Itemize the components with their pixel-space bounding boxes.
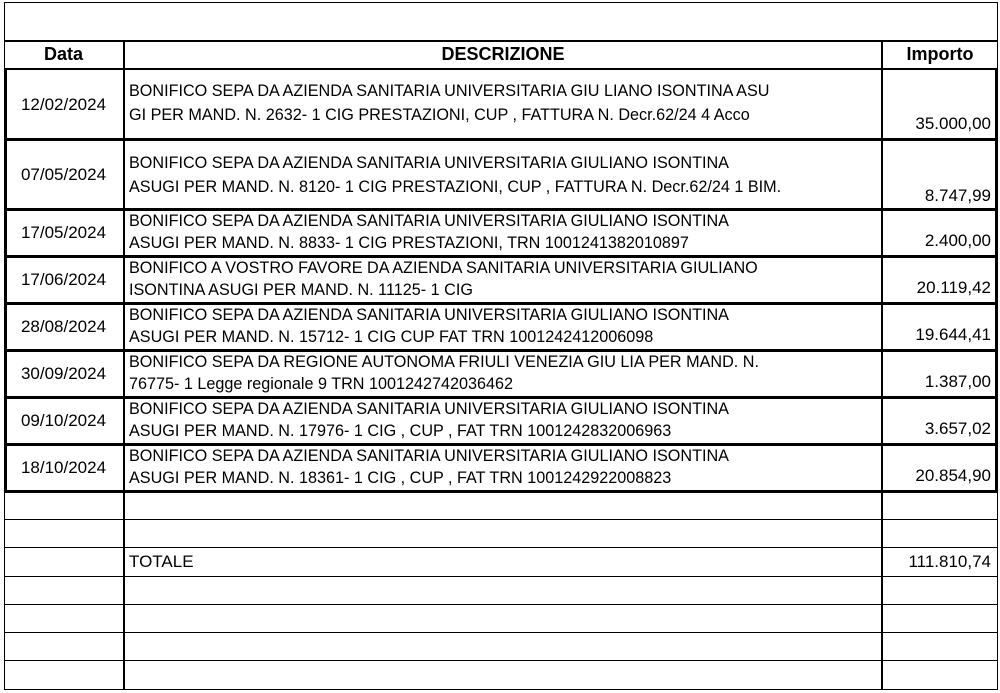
row-date: 30/09/2024 [20,364,107,383]
row-desc-line1: BONIFICO SEPA DA AZIENDA SANITARIA UNIVERSITARIA GIU LIANO ISONTINA ASU [129,82,770,100]
row-desc-line1: BONIFICO SEPA DA AZIENDA SANITARIA UNIVERSITARIA GIULIANO ISONTINA [129,400,729,418]
row-desc-line2: GI PER MAND. N. 2632- 1 CIG PRESTAZIONI, CUP , FATTURA N. Decr.62/24 4 Acco [129,106,750,124]
row-desc-line2: ASUGI PER MAND. N. 8120- 1 CIG PRESTAZIONI, CUP , FATTURA N. Decr.62/24 1 BIM. [129,178,782,196]
frame-bottom [4,689,998,690]
empty-row-line [4,660,998,661]
empty-row-line [4,632,998,633]
row-desc-line2: ASUGI PER MAND. N. 15712- 1 CIG CUP FAT TRN 1001242412006098 [129,328,654,346]
row-date: 18/10/2024 [20,458,107,477]
row-desc-line1: BONIFICO SEPA DA AZIENDA SANITARIA UNIVERSITARIA GIULIANO ISONTINA [129,212,729,230]
row-desc-line2: ASUGI PER MAND. N. 8833- 1 CIG PRESTAZIONI, TRN 1001241382010897 [129,234,689,252]
header-amount: Importo [906,44,974,64]
row-amount: 19.644,41 [915,325,991,344]
row-date: 07/05/2024 [20,165,107,184]
row-desc-line2: ASUGI PER MAND. N. 17976- 1 CIG , CUP , FAT TRN 1001242832006963 [129,422,672,440]
row-amount: 35.000,00 [915,114,991,133]
row-desc-line1: BONIFICO SEPA DA AZIENDA SANITARIA UNIVERSITARIA GIULIANO ISONTINA [129,447,729,465]
row-date: 28/08/2024 [20,317,107,336]
row-desc-line2: ISONTINA ASUGI PER MAND. N. 11125- 1 CIG [129,281,473,299]
row-amount: 8.747,99 [924,186,991,205]
row-desc-line2: ASUGI PER MAND. N. 18361- 1 CIG , CUP , FAT TRN 1001242922008823 [129,469,672,487]
row-desc-line1: BONIFICO SEPA DA AZIENDA SANITARIA UNIVERSITARIA GIULIANO ISONTINA [129,306,729,324]
row-desc-line1: BONIFICO SEPA DA REGIONE AUTONOMA FRIULI VENEZIA GIU LIA PER MAND. N. [129,353,759,371]
row-line-1 [4,138,998,141]
row-desc-line2: 76775- 1 Legge regionale 9 TRN 1001242742036462 [129,375,514,393]
row-date: 12/02/2024 [20,95,107,114]
header-bottom-line [4,68,998,70]
row-amount: 2.400,00 [924,231,991,250]
header-description: DESCRIZIONE [441,44,565,64]
row-date: 09/10/2024 [20,411,107,430]
header-date: Data [43,44,83,64]
row-date: 17/05/2024 [20,223,107,242]
transactions-sheet [4,2,998,690]
total-label: TOTALE [129,552,194,571]
row-desc-line1: BONIFICO A VOSTRO FAVORE DA AZIENDA SANITARIA UNIVERSITARIA GIULIANO [129,259,758,277]
frame-top [4,2,998,3]
total-amount: 111.810,74 [908,552,991,571]
empty-row-line [4,576,998,577]
row-line-8 [4,490,998,493]
row-desc-line1: BONIFICO SEPA DA AZIENDA SANITARIA UNIVERSITARIA GIULIANO ISONTINA [129,154,729,172]
row-amount: 3.657,02 [924,419,991,438]
row-amount: 20.119,42 [916,278,991,297]
row-amount: 1.387,00 [924,372,991,391]
empty-row-line [4,604,998,605]
row-date: 17/06/2024 [20,270,107,289]
empty-row-line [4,519,998,520]
row-amount: 20.854,90 [915,466,991,485]
